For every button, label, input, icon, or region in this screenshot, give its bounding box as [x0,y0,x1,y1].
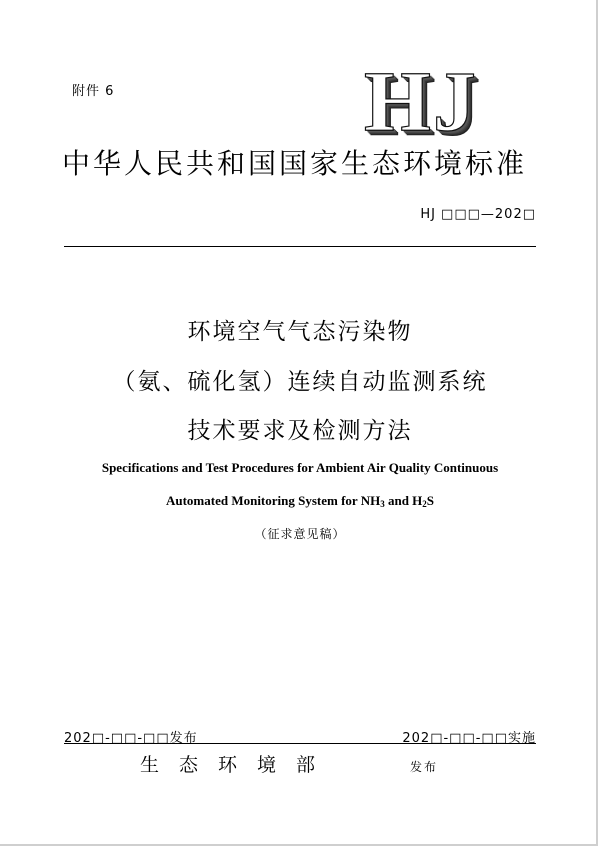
hj-logo: HJ [364,53,478,149]
publish-label: 发布 [410,760,439,774]
bottom-divider [64,743,536,744]
standard-number: HJ □□□—202□ [420,207,536,222]
issuer-name: 生态环境部 [140,754,336,776]
top-divider [64,246,536,247]
title-en-line-1: Specifications and Test Procedures for Ambient Air Quality Continuous [101,460,499,475]
title-en-subscript-3: 3 [380,499,385,509]
annex-label: 附件 6 [72,84,115,99]
standard-category-heading: 中华人民共和国国家生态环境标准 [62,147,528,180]
title-cn-line-2: （氨、硫化氢）连续自动监测系统 [112,369,488,395]
title-cn-line-3: 技术要求及检测方法 [187,418,413,444]
implementation-date: 202□-□□-□□实施 [402,731,536,746]
issue-date: 202□-□□-□□发布 [64,731,198,746]
title-cn-line-1: 环境空气气态污染物 [187,319,413,345]
draft-status: （征求意见稿） [254,527,346,541]
title-en-mid: and H [384,493,423,508]
title-en-suffix: S [426,493,435,508]
title-en-line-2 [0,493,600,509]
title-en-prefix: Automated Monitoring System for NH [165,493,381,508]
title-en-subscript-2: 2 [422,499,427,509]
